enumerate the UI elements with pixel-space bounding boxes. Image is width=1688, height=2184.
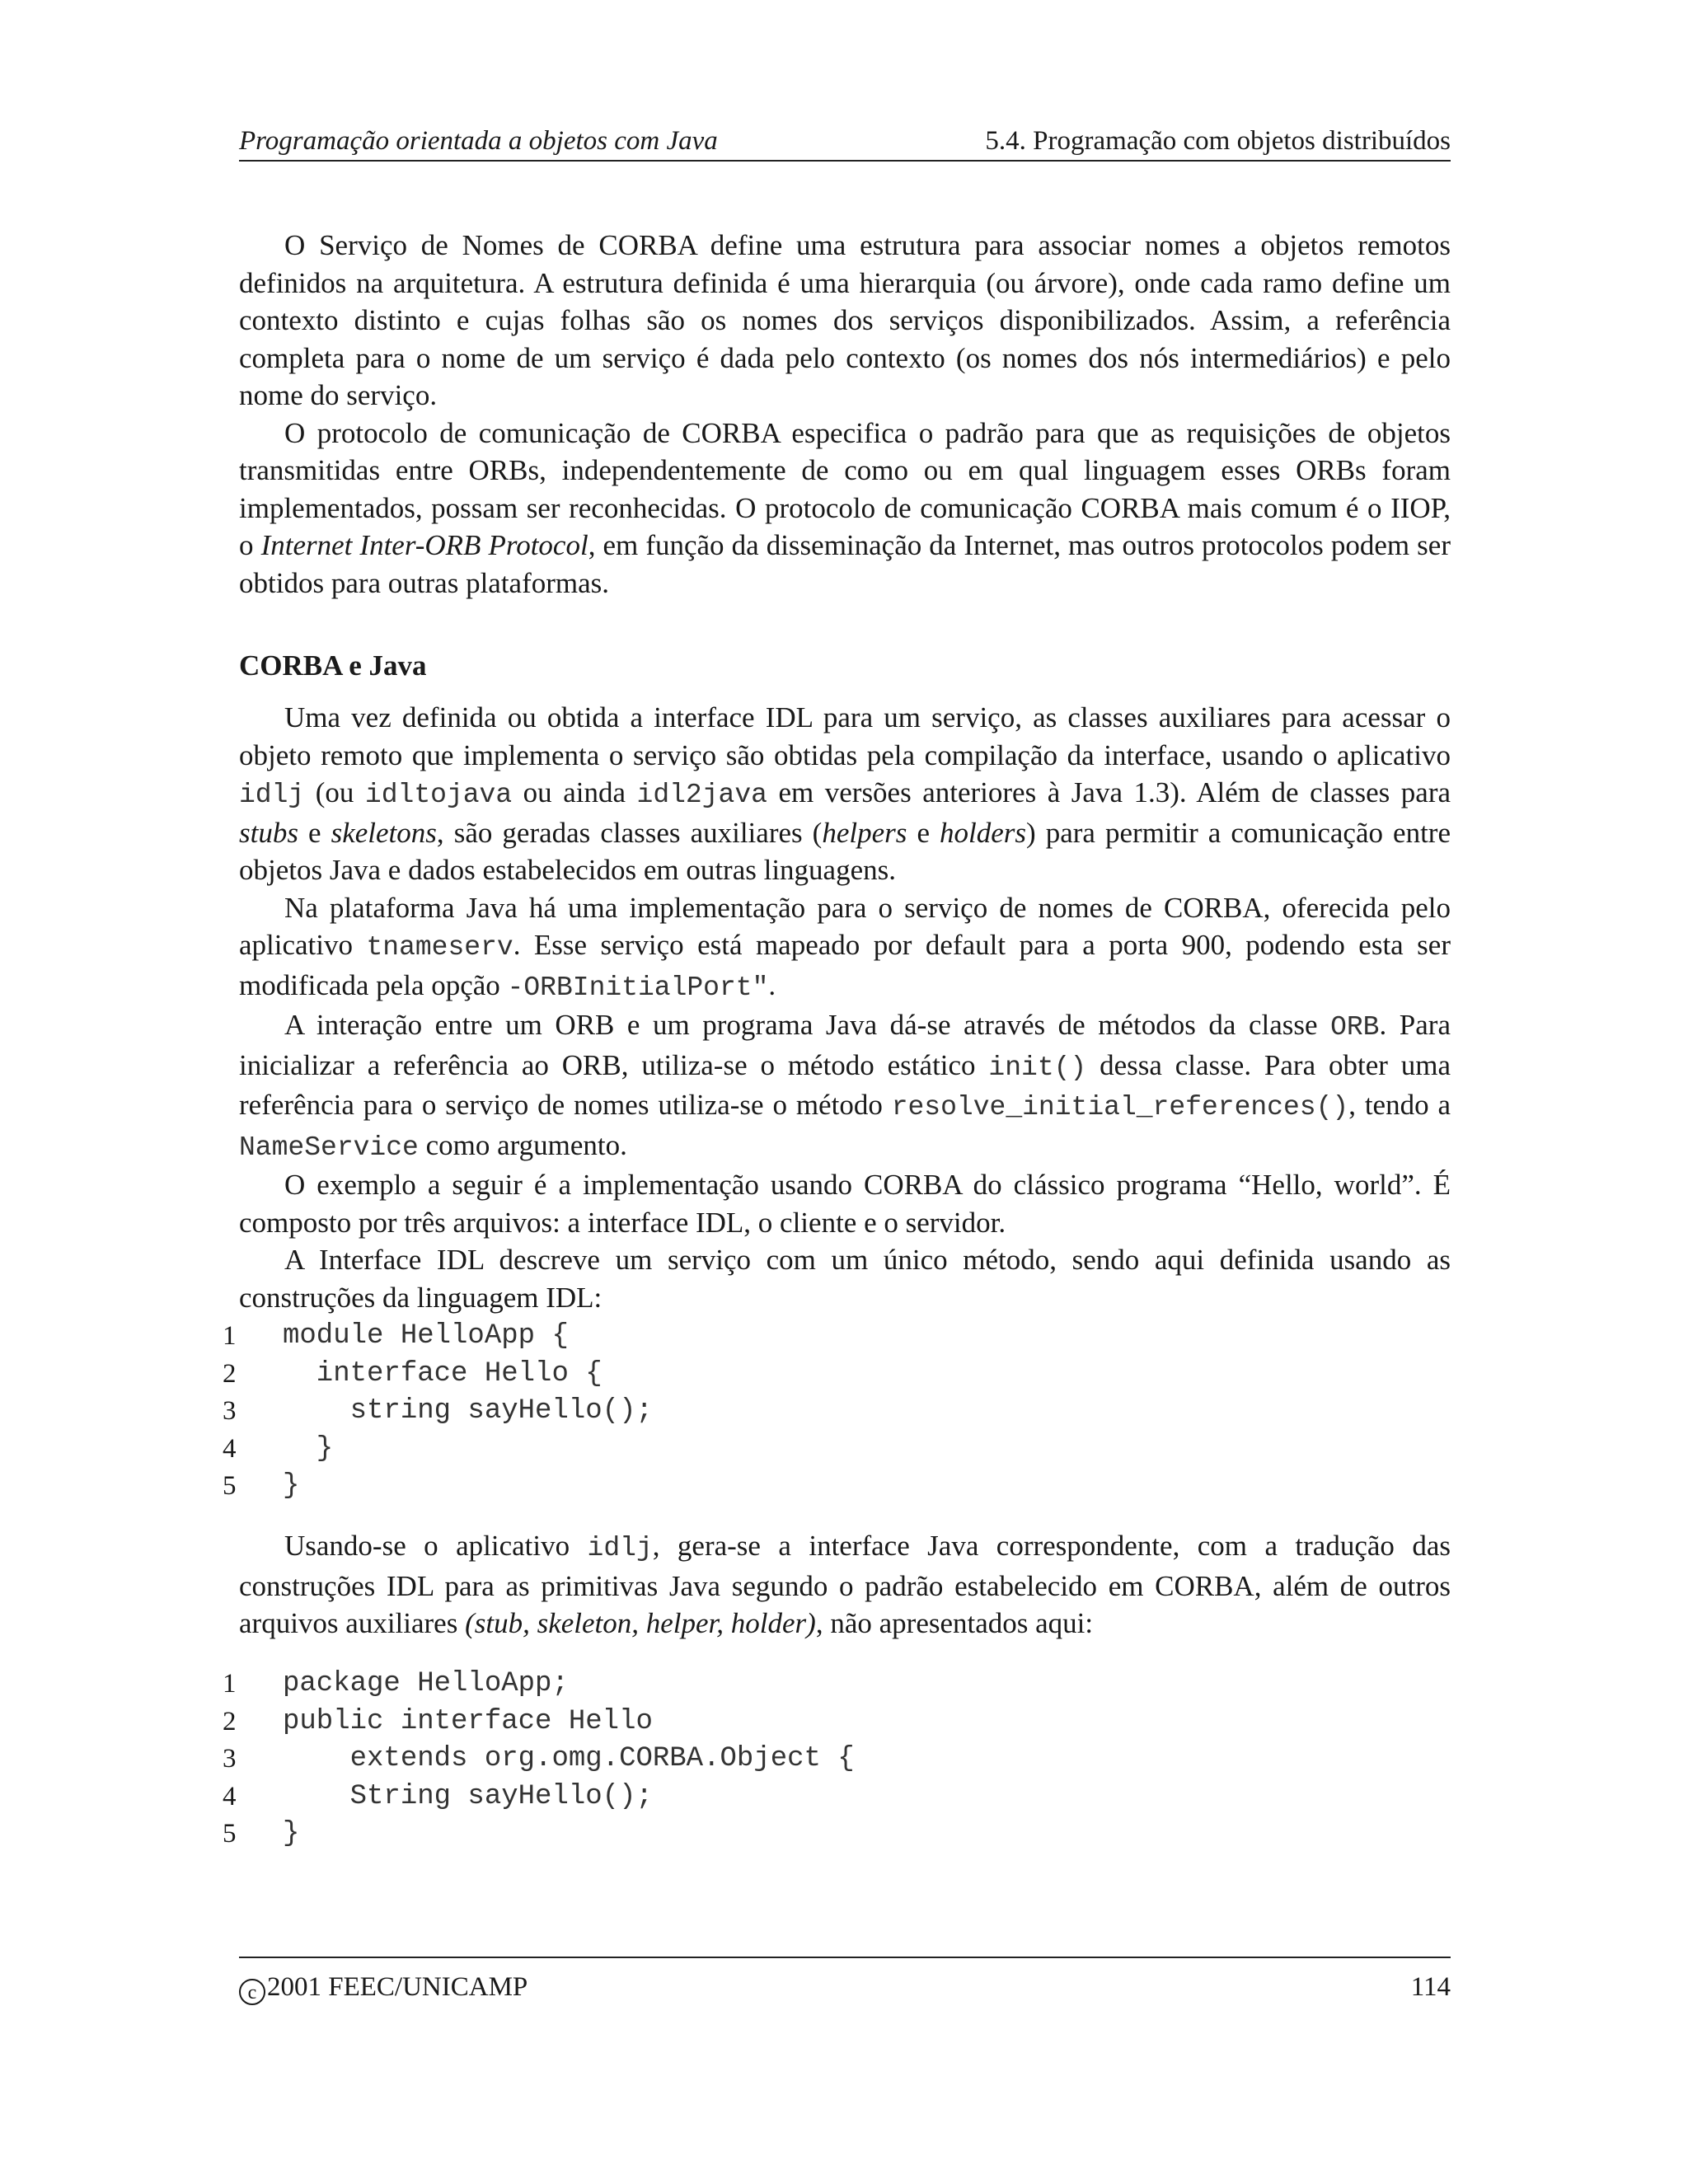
line-number: 5 [223,1819,237,1849]
code-line [223,1468,1376,1506]
copyright-icon: c [239,1979,265,2005]
code-text: extends org.omg.CORBA.Object { [283,1743,855,1774]
code-term: idl2java [636,780,767,810]
line-number: 5 [223,1471,237,1501]
code-text: string sayHello(); [283,1395,653,1427]
code-listing-java [223,1666,1376,1854]
line-number: 4 [223,1781,237,1811]
code-term: idlj [587,1533,653,1563]
code-listing-idl [223,1318,1376,1506]
code-text: } [283,1432,334,1465]
code-line [223,1816,1376,1854]
paragraph-idl-description: A Interface IDL descreve um serviço com um único método, sendo aqui definida usando as construções da linguagem IDL: [239,1244,1451,1314]
line-number: 1 [223,1669,237,1699]
line-number: 3 [223,1396,237,1426]
code-term: -ORBInitialPort" [507,972,769,1003]
code-line [223,1393,1376,1431]
code-line [223,1431,1376,1469]
code-text: } [283,1470,300,1502]
code-line [223,1318,1376,1356]
paragraph-idlj-block [239,1527,1451,1643]
line-number: 1 [223,1321,237,1351]
code-text: module HelloApp { [283,1320,569,1352]
header-section-title: 5.4. Programação com objetos distribuídos [985,126,1451,156]
line-number: 3 [223,1744,237,1774]
code-text: String sayHello(); [283,1780,653,1812]
page-number: 114 [1410,1972,1451,2002]
footer-divider [239,1957,1451,1958]
code-text: interface Hello { [283,1357,603,1390]
running-header [239,122,1451,162]
code-line [223,1704,1376,1741]
paragraph-tnameserv: Na plataforma Java há uma implementação para o serviço de nomes de CORBA, oferecida pelo aplicativo tnameserv. Esse serviço está mapeado por default para a porta 900, podendo esta ser modificada pela opção -ORBInitialPort". [239,891,1451,1003]
page-footer [239,1968,1451,2006]
section-heading: CORBA e Java [239,649,427,682]
header-book-title: Programação orientada a objetos com Java [239,126,718,156]
paragraph-idlj: Usando-se o aplicativo idlj, gera-se a interface Java correspondente, com a tradução das construções IDL para as primitivas Java segundo o padrão estabelecido em CORBA, além de outros arquivos auxiliares (stub, skeleton, helper, holder), não apresentados aqui: [239,1530,1451,1639]
paragraph-naming-service: O Serviço de Nomes de CORBA define uma estrutura para associar nomes a objetos remotos definidos na arquitetura. A estrutura definida é uma hierarquia (ou árvore), onde cada ramo define um contexto distinto e cujas folhas são os nomes dos serviços disponibilizados. Assim, a referência completa para o nome de um serviço é dada pelo contexto (os nomes dos nós intermediários) e pelo nome do serviço. [239,229,1451,411]
code-term: idlj [239,780,305,810]
code-text: public interface Hello [283,1705,653,1737]
iiop-term: Internet Inter-ORB Protocol [260,529,588,561]
line-number: 2 [223,1358,237,1389]
code-term: tnameserv [366,932,513,963]
paragraph-protocol: O protocolo de comunicação de CORBA especifica o padrão para que as requisições de objetos transmitidas entre ORBs, independentemente de como ou em qual linguagem esses ORBs foram implementados, possam ser reconhecidas. O protocolo de comunicação CORBA mais comum é o IIOP, o Internet Inter-ORB Protocol, em função da disseminação da Internet, mas outros protocolos podem ser obtidos para outras plataformas. [239,416,1451,599]
line-number: 4 [223,1433,237,1464]
code-term: idltojava [364,780,513,810]
code-line [223,1666,1376,1704]
line-number: 2 [223,1706,237,1736]
paragraph-example-intro: O exemplo a seguir é a implementação usando CORBA do clássico programa “Hello, world”. É composto por três arquivos: a interface IDL, o cliente e o servidor. [239,1169,1451,1239]
code-term: init() [988,1052,1087,1083]
code-line [223,1779,1376,1816]
main-paragraphs [239,699,1451,1316]
code-text: } [283,1818,300,1849]
footer-copyright: 2001 FEEC/UNICAMP [267,1972,528,2002]
code-line [223,1741,1376,1779]
code-term: resolve_initial_references() [891,1092,1349,1122]
code-term: NameService [239,1132,419,1163]
intro-paragraphs [239,227,1451,602]
paragraph-orb-interaction: A interação entre um ORB e um programa Java dá-se através de métodos da classe ORB. Para inicializar a referência ao ORB, utiliza-se o método estático init() dessa classe. Para obter uma referência para o serviço de nomes utiliza-se o método resolve_initial_references(), tendo a NameService como argumento. [239,1009,1451,1163]
paragraph-idl-compilation: Uma vez definida ou obtida a interface IDL para um serviço, as classes auxiliares para acessar o objeto remoto que implementa o serviço são obtidas pela compilação da interface, usando o aplicativo idlj (ou idltojava ou ainda idl2java em versões anteriores à Java 1.3). Além de classes para stubs e skeletons, são geradas classes auxiliares (helpers e holders) para permitir a comunicação entre objetos Java e dados estabelecidos em outras linguagens. [239,701,1451,886]
code-term: ORB [1330,1012,1380,1043]
code-text: package HelloApp; [283,1668,569,1699]
code-line [223,1356,1376,1394]
